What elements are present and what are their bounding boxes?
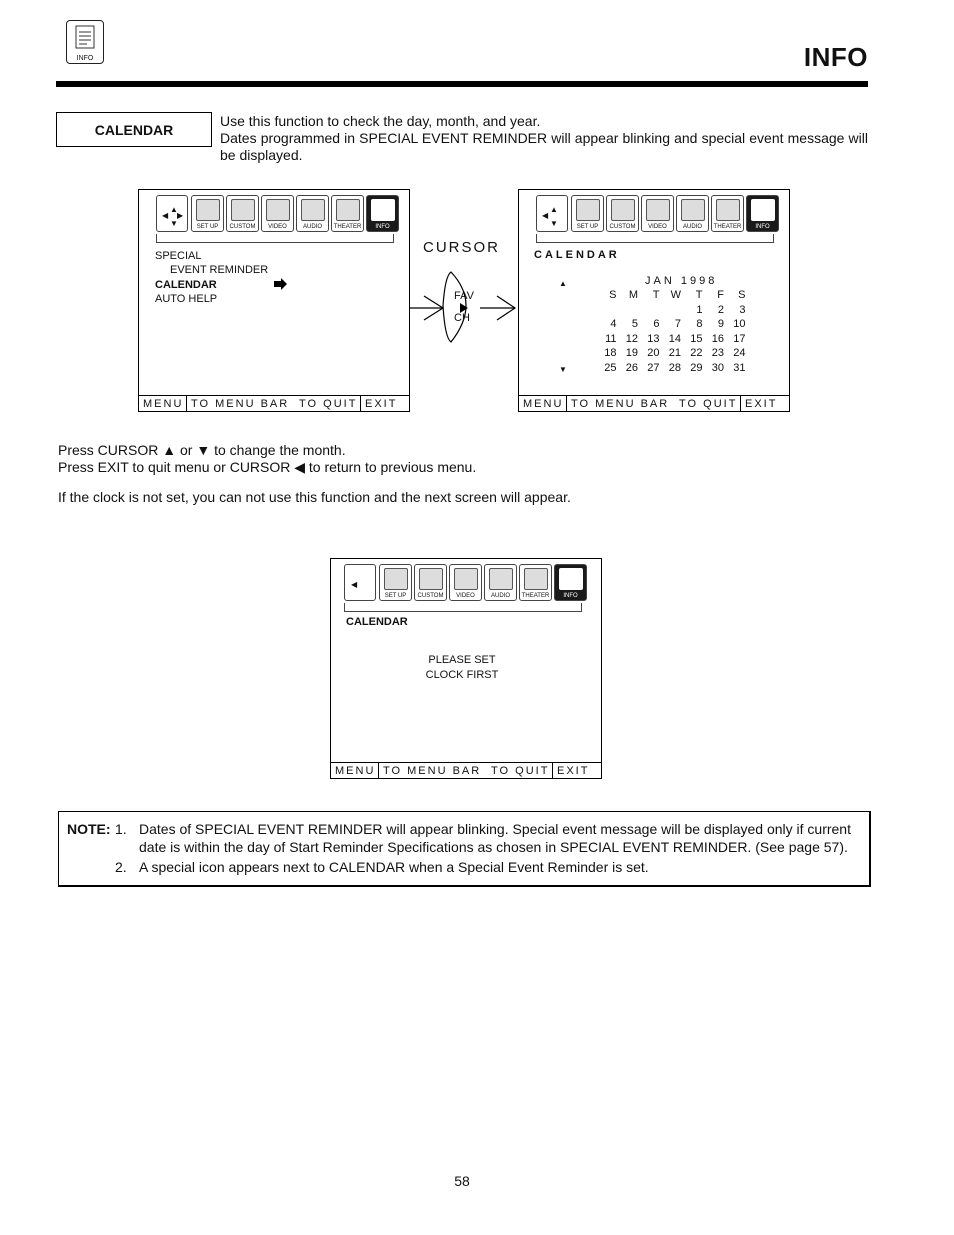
menu-item-special: SPECIAL bbox=[155, 250, 202, 262]
palette-icon bbox=[611, 199, 635, 221]
footer-to-quit: TO QUIT bbox=[295, 396, 361, 411]
note-item-1-line-2: date is within the day of Start Reminder Specifications as chosen in SPECIAL EVENT REMINDER. (See page 57). bbox=[139, 839, 848, 855]
intro-line-2: Dates programmed in SPECIAL EVENT REMINDER will appear blinking and special event message will be displayed. bbox=[220, 130, 868, 163]
menu-icon-theater: THEATER bbox=[711, 195, 744, 232]
footer-to-quit: TO QUIT bbox=[675, 396, 741, 411]
tv-icon bbox=[454, 568, 478, 590]
month-up-icon: ▲ bbox=[559, 279, 567, 288]
arrow-right-icon: ▶ bbox=[177, 211, 184, 220]
calendar-grid bbox=[595, 289, 746, 376]
note-box bbox=[58, 811, 871, 887]
footer-menu: MENU bbox=[331, 763, 379, 778]
arrow-left-icon: ◀ bbox=[351, 580, 358, 589]
screen-footer bbox=[331, 762, 601, 778]
palette-icon bbox=[419, 568, 443, 590]
footer-to-menu-bar: TO MENU BAR bbox=[191, 397, 290, 410]
piano-icon bbox=[301, 199, 325, 221]
screen-footer bbox=[139, 395, 409, 411]
menu-bar-underline bbox=[344, 603, 582, 612]
menu-icon-video: VIDEO bbox=[449, 564, 482, 601]
arrow-down-icon: ▼ bbox=[550, 219, 558, 228]
menu-icon-setup: SET UP bbox=[379, 564, 412, 601]
selection-arrow-icon bbox=[274, 278, 288, 290]
note-item-2: A special icon appears next to CALENDAR when a Special Event Reminder is set. bbox=[139, 859, 649, 875]
cursor-control-diagram bbox=[409, 268, 519, 346]
calendar-heading: CALENDAR bbox=[346, 616, 408, 628]
arrow-down-icon: ▼ bbox=[170, 219, 178, 228]
footer-menu: MENU bbox=[139, 396, 187, 411]
note-number-2: 2. bbox=[115, 859, 127, 875]
menu-bar bbox=[536, 195, 781, 232]
palette-icon bbox=[231, 199, 255, 221]
arrow-left-icon: ◀ bbox=[162, 211, 169, 220]
footer-menu: MENU bbox=[519, 396, 567, 411]
piano-icon bbox=[681, 199, 705, 221]
tv-screen-calendar bbox=[518, 189, 790, 412]
nav-arrows bbox=[344, 564, 376, 601]
clock-message-line-1: PLEASE SET bbox=[428, 654, 496, 666]
calendar-heading: CALENDAR bbox=[534, 249, 620, 261]
ch-label: CH bbox=[454, 312, 470, 324]
document-icon bbox=[371, 199, 395, 221]
clock-message-line-2: CLOCK FIRST bbox=[425, 669, 499, 681]
page-number: 58 bbox=[454, 1173, 470, 1189]
screen-footer bbox=[519, 395, 789, 411]
note-number-1: 1. bbox=[115, 821, 127, 837]
intro-text bbox=[220, 113, 868, 164]
menu-item-event-reminder: EVENT REMINDER bbox=[170, 264, 269, 276]
nav-arrows bbox=[536, 195, 568, 232]
instruction-line-3: If the clock is not set, you can not use this function and the next screen will appear. bbox=[58, 489, 571, 505]
menu-icon-custom: CUSTOM bbox=[606, 195, 639, 232]
fav-label: FAV bbox=[454, 290, 474, 302]
menu-icon-audio: AUDIO bbox=[676, 195, 709, 232]
menu-icon-info: INFO bbox=[366, 195, 399, 232]
tv-screen-clock-not-set bbox=[330, 558, 602, 779]
menu-icon-audio: AUDIO bbox=[484, 564, 517, 601]
week-row: 25 26 27 28 29 30 31 bbox=[604, 361, 746, 374]
footer-exit: EXIT bbox=[745, 397, 778, 410]
header-rule bbox=[56, 81, 868, 87]
tv-icon bbox=[266, 199, 290, 221]
cursor-label: CURSOR bbox=[423, 239, 501, 256]
document-icon bbox=[559, 568, 583, 590]
info-icon-label: INFO bbox=[76, 55, 94, 62]
week-row: 4 5 6 7 8 9 10 bbox=[610, 318, 746, 330]
menu-bar bbox=[344, 564, 589, 601]
week-row: 18 19 20 21 22 23 24 bbox=[604, 347, 746, 359]
menu-icon-custom: CUSTOM bbox=[226, 195, 259, 232]
menu-item-auto-help: AUTO HELP bbox=[155, 293, 218, 305]
menu-icon-info: INFO bbox=[554, 564, 587, 601]
footer-to-menu-bar: TO MENU BAR bbox=[571, 397, 670, 410]
camera-icon bbox=[716, 199, 740, 221]
intro-line-1: Use this function to check the day, month, and year. bbox=[220, 113, 541, 129]
instruction-line-1: Press CURSOR ▲ or ▼ to change the month. bbox=[58, 442, 346, 458]
arrow-up-icon: ▲ bbox=[550, 205, 558, 214]
footer-exit: EXIT bbox=[557, 764, 590, 777]
note-label: NOTE: bbox=[67, 821, 111, 837]
footer-to-quit: TO QUIT bbox=[487, 763, 553, 778]
document-icon bbox=[67, 21, 103, 55]
footer-to-menu-bar: TO MENU BAR bbox=[383, 764, 482, 777]
info-header-icon bbox=[66, 20, 104, 64]
menu-icon-theater: THEATER bbox=[519, 564, 552, 601]
setup-icon bbox=[384, 568, 408, 590]
page-title: INFO bbox=[803, 42, 868, 72]
arrow-left-icon: ◀ bbox=[542, 211, 549, 220]
month-down-icon: ▼ bbox=[559, 365, 567, 374]
camera-icon bbox=[336, 199, 360, 221]
document-icon bbox=[751, 199, 775, 221]
menu-icon-audio: AUDIO bbox=[296, 195, 329, 232]
note-item-1-line-1: Dates of SPECIAL EVENT REMINDER will appear blinking. Special event message will be displayed only if current bbox=[139, 821, 851, 837]
setup-icon bbox=[196, 199, 220, 221]
nav-arrows bbox=[156, 195, 188, 232]
footer-exit: EXIT bbox=[365, 397, 398, 410]
setup-icon bbox=[576, 199, 600, 221]
menu-icon-video: VIDEO bbox=[641, 195, 674, 232]
menu-bar bbox=[156, 195, 401, 232]
menu-bar-underline bbox=[536, 234, 774, 243]
menu-icon-info: INFO bbox=[746, 195, 779, 232]
weekday-row: S M T W T F S bbox=[609, 289, 746, 301]
menu-bar-underline bbox=[156, 234, 394, 243]
calendar-month: JAN 1998 bbox=[645, 275, 718, 287]
menu-item-calendar: CALENDAR bbox=[155, 279, 217, 291]
menu-icon-custom: CUSTOM bbox=[414, 564, 447, 601]
menu-icon-setup: SET UP bbox=[191, 195, 224, 232]
arrow-up-icon: ▲ bbox=[170, 205, 178, 214]
menu-icon-setup: SET UP bbox=[571, 195, 604, 232]
menu-icon-theater: THEATER bbox=[331, 195, 364, 232]
tv-screen-menu bbox=[138, 189, 410, 412]
tv-icon bbox=[646, 199, 670, 221]
calendar-label-box: CALENDAR bbox=[56, 112, 212, 147]
week-row: 11 12 13 14 15 16 17 bbox=[605, 332, 746, 345]
piano-icon bbox=[489, 568, 513, 590]
week-row: 1 2 3 bbox=[696, 303, 746, 316]
menu-icon-video: VIDEO bbox=[261, 195, 294, 232]
instruction-line-2: Press EXIT to quit menu or CURSOR ◀ to return to previous menu. bbox=[58, 459, 477, 475]
camera-icon bbox=[524, 568, 548, 590]
